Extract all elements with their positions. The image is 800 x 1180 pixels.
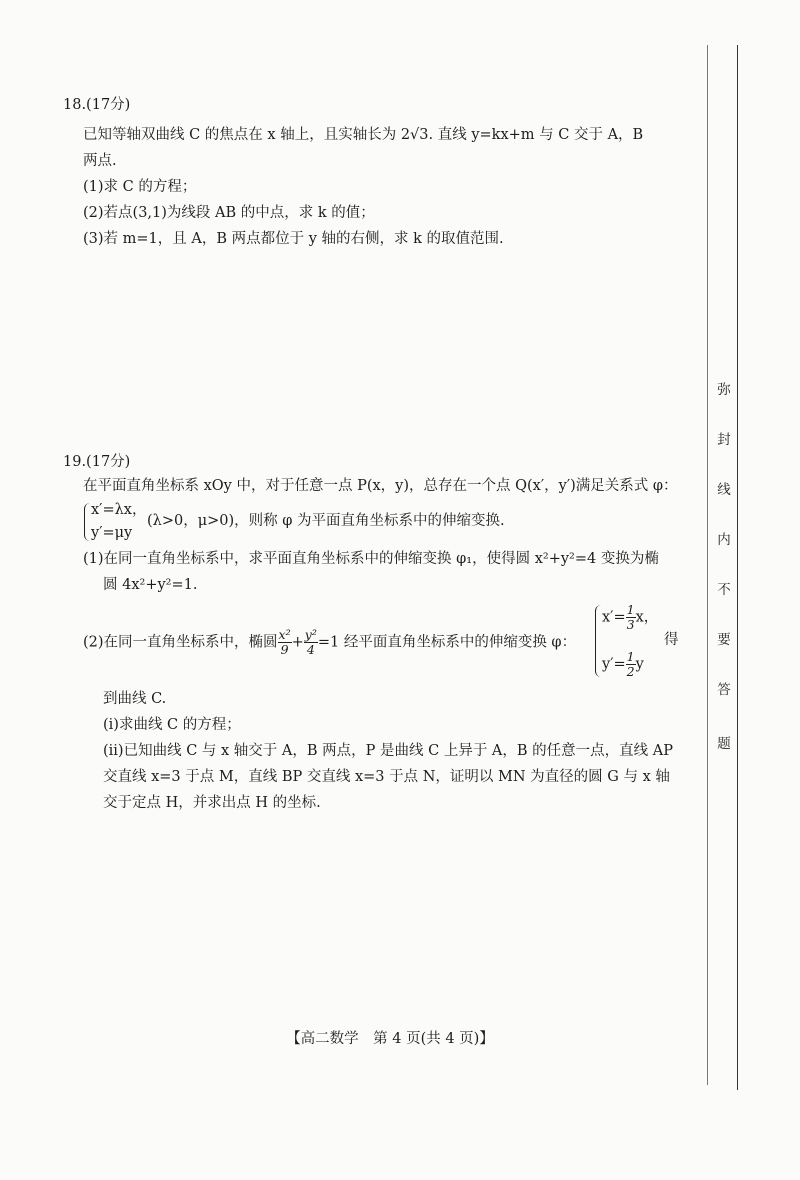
- transform-eq-x: [602, 603, 658, 632]
- seal-char: 封: [717, 432, 731, 448]
- footer-text: 【高二数学 第 4 页(共 4 页)】: [286, 1031, 494, 1047]
- seal-char: 题: [717, 736, 731, 752]
- frac-num: x²: [278, 627, 291, 642]
- system-brace: [84, 503, 90, 541]
- seal-border-inner: [707, 45, 708, 1085]
- seal-char: 内: [717, 532, 731, 548]
- t1-lhs: x′=: [602, 609, 626, 626]
- q18-title: 18.(17分): [63, 97, 131, 113]
- q18-stem-line1: 已知等轴双曲线 C 的焦点在 x 轴上，且实轴长为 2√3. 直线 y=kx+m 与 C 交于 A，B: [83, 127, 644, 143]
- q19-part1-line2: 圆 4x²+y²=1.: [103, 577, 198, 593]
- seal-char: 答: [717, 682, 731, 698]
- q19-part2-ii-line3: 交于定点 H，并求出点 H 的坐标.: [103, 795, 321, 811]
- seal-char: 不: [717, 582, 731, 598]
- seal-char: 要: [717, 632, 731, 648]
- frac-den: 2: [626, 664, 635, 679]
- system-eq-y: y′=μy: [91, 525, 133, 541]
- q18-stem-line2: 两点.: [83, 153, 117, 169]
- frac-den: 4: [306, 642, 315, 657]
- frac-den: 3: [626, 617, 635, 632]
- q18-part2: (2)若点(3,1)为线段 AB 的中点，求 k 的值；: [83, 205, 375, 221]
- seal-char: 线: [717, 482, 731, 498]
- frac-num: 1: [626, 602, 635, 617]
- frac-den: 9: [280, 642, 289, 657]
- q19-part1-line1: (1)在同一直角坐标系中，求平面直角坐标系中的伸缩变换 φ₁，使得圆 x²+y²=4 变换为椭: [83, 551, 659, 567]
- q18-part1: (1)求 C 的方程；: [83, 179, 197, 195]
- fraction-one-half: [626, 650, 636, 679]
- q19-stem-line2: (λ>0，μ>0)，则称 φ 为平面直角坐标系中的伸缩变换.: [147, 513, 505, 529]
- fraction-one-third: [626, 603, 636, 632]
- q18-part3: (3)若 m=1，且 A，B 两点都位于 y 轴的右侧，求 k 的取值范围.: [83, 231, 504, 247]
- q19-part2-line: [83, 628, 576, 657]
- frac-num: y²: [304, 627, 317, 642]
- part2-mid: =1 经平面直角坐标系中的伸缩变换 φ：: [317, 634, 577, 651]
- system-eq-x: x′=λx，: [91, 502, 147, 518]
- fraction-y2-over-4: [304, 628, 318, 657]
- q19-title: 19.(17分): [63, 454, 131, 470]
- page-footer: [0, 1027, 800, 1048]
- transform-eq-y: [602, 650, 644, 679]
- frac-num: 1: [626, 649, 635, 664]
- transform-brace: [595, 605, 601, 677]
- q19-stem-line1: 在平面直角坐标系 xOy 中，对于任意一点 P(x，y)，总存在一个点 Q(x′，y′)满足关系式 φ：: [83, 478, 678, 494]
- seal-char: 弥: [717, 382, 731, 398]
- t2-lhs: y′=: [602, 656, 626, 673]
- q19-part2-i: (i)求曲线 C 的方程；: [103, 717, 241, 733]
- part2-tail: 得: [664, 632, 679, 648]
- q19-part2-ii-line1: (ii)已知曲线 C 与 x 轴交于 A，B 两点，P 是曲线 C 上异于 A，B 的任意一点，直线 AP: [103, 743, 674, 759]
- t2-rhs: y: [635, 656, 644, 673]
- fraction-x2-over-9: [278, 628, 292, 657]
- q19-part2-ii-line2: 交直线 x=3 于点 M，直线 BP 交直线 x=3 于点 N，证明以 MN 为直径的圆 G 与 x 轴: [103, 769, 670, 785]
- plus-sign: +: [291, 634, 304, 651]
- seal-border-outer: [737, 45, 738, 1090]
- t1-rhs: x，: [635, 609, 659, 626]
- part2-head: (2)在同一直角坐标系中，椭圆: [83, 634, 278, 651]
- q19-part2-line2: 到曲线 C.: [103, 691, 167, 707]
